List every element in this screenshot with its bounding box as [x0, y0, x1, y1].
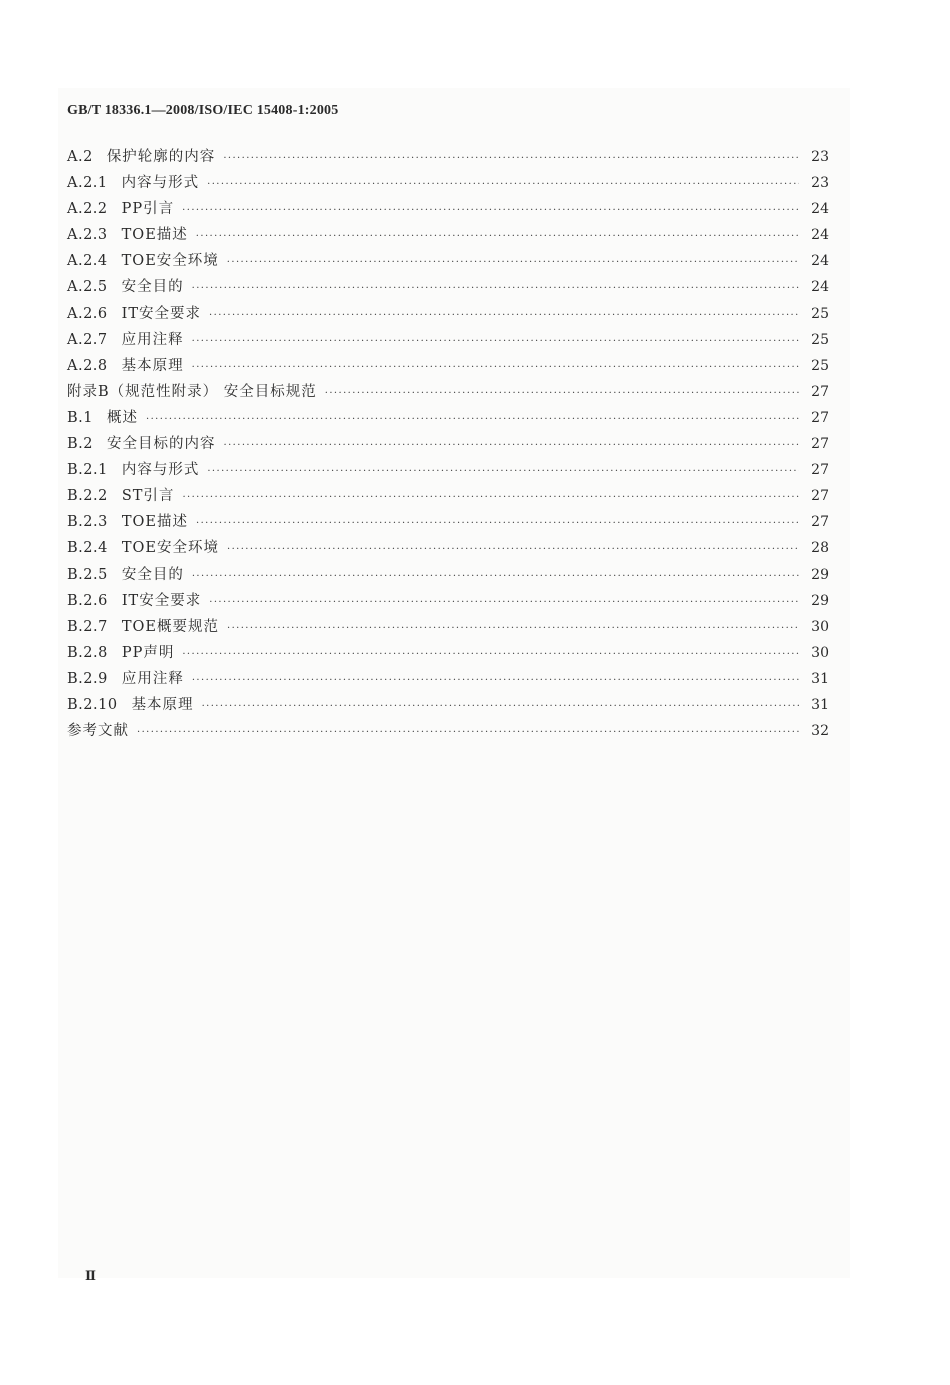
toc-entry-page: 24 — [811, 201, 829, 218]
toc-entry-number: B.2.9 — [67, 670, 108, 687]
toc-entry-title: TOE描述 — [121, 514, 188, 531]
toc-entry[interactable] — [67, 562, 829, 588]
toc-entry-number: B.1 — [67, 409, 93, 426]
toc-entry-number: A.2.8 — [67, 357, 108, 374]
toc-entry-page: 29 — [811, 566, 829, 583]
toc-entry-page: 23 — [811, 175, 829, 192]
toc-entry-title: 保护轮廓的内容 — [106, 149, 216, 165]
toc-entry[interactable] — [67, 144, 829, 170]
toc-entry-page: 27 — [811, 383, 829, 400]
toc-entry[interactable] — [67, 379, 829, 405]
toc-entry-title: 参考文献 — [67, 723, 129, 740]
toc-entry-title: 安全目标的内容 — [107, 436, 216, 453]
toc-entry-title: TOE描述 — [121, 227, 188, 244]
toc-entry-page: 25 — [811, 357, 829, 374]
dot-leader — [227, 250, 799, 276]
toc-entry-title: 应用注释 — [121, 670, 184, 687]
toc-entry-number: B.2.7 — [67, 618, 108, 635]
toc-entry[interactable] — [67, 666, 829, 692]
toc-entry-page: 32 — [811, 723, 829, 740]
toc-entry-number: A.2.7 — [67, 331, 108, 348]
toc-entry-page: 31 — [811, 696, 829, 713]
toc-entry-title: PP引言 — [121, 201, 175, 218]
toc-entry-number: B.2.2 — [67, 488, 108, 505]
dot-leader — [227, 616, 799, 642]
dot-leader — [224, 433, 800, 459]
toc-entry-title: 安全目的 — [121, 279, 184, 296]
toc-entry[interactable] — [67, 327, 829, 353]
dot-leader — [192, 329, 799, 355]
toc-entry-page: 30 — [811, 644, 829, 661]
toc-entry[interactable] — [67, 483, 829, 509]
dot-leader — [209, 590, 799, 616]
dot-leader — [202, 694, 799, 720]
dot-leader — [192, 355, 799, 381]
table-of-contents — [67, 144, 829, 744]
standard-header: GB/T 18336.1—2008/ISO/IEC 15408-1:2005 — [67, 103, 339, 118]
toc-entry-page: 24 — [811, 253, 829, 270]
toc-entry[interactable] — [67, 692, 829, 718]
toc-entry-title: 安全目的 — [121, 566, 184, 583]
toc-entry[interactable] — [67, 640, 829, 666]
dot-leader — [325, 381, 799, 407]
toc-entry-title: IT安全要求 — [121, 592, 202, 609]
toc-entry-page: 28 — [811, 540, 829, 557]
toc-entry[interactable] — [67, 535, 829, 561]
toc-entry[interactable] — [67, 614, 829, 640]
dot-leader — [192, 276, 799, 302]
toc-entry-page: 27 — [811, 436, 829, 453]
toc-entry-page: 30 — [811, 618, 829, 635]
toc-entry-number: A.2.2 — [67, 201, 108, 218]
dot-leader — [146, 407, 799, 433]
toc-entry-page: 27 — [811, 409, 829, 426]
dot-leader — [182, 642, 799, 668]
dot-leader — [182, 198, 799, 224]
dot-leader — [207, 172, 799, 198]
toc-entry[interactable] — [67, 301, 829, 327]
toc-entry[interactable] — [67, 353, 829, 379]
toc-entry-title: 内容与形式 — [121, 175, 200, 192]
toc-entry-page: 27 — [811, 514, 829, 531]
toc-entry-page: 31 — [811, 670, 829, 687]
dot-leader — [137, 720, 799, 746]
page-number-footer: Ⅱ — [85, 1269, 96, 1284]
toc-entry-page: 24 — [811, 279, 829, 296]
dot-leader — [192, 564, 799, 590]
toc-entry-number: A.2.5 — [67, 279, 108, 296]
toc-entry-number: A.2.1 — [67, 175, 108, 192]
toc-entry-page: 27 — [811, 488, 829, 505]
toc-entry[interactable] — [67, 457, 829, 483]
dot-leader — [223, 146, 799, 172]
toc-entry[interactable] — [67, 274, 829, 300]
toc-entry-number: B.2.4 — [67, 540, 108, 557]
toc-entry-title: 基本原理 — [121, 357, 184, 374]
toc-entry-title: TOE概要规范 — [121, 618, 219, 635]
toc-entry[interactable] — [67, 222, 829, 248]
dot-leader — [196, 224, 799, 250]
dot-leader — [209, 303, 799, 329]
toc-entry-page: 27 — [811, 462, 829, 479]
toc-entry-number: B.2 — [67, 436, 93, 453]
toc-entry-number: B.2.6 — [67, 592, 108, 609]
toc-entry-title: IT安全要求 — [121, 305, 202, 322]
dot-leader — [227, 537, 799, 563]
toc-entry-title: 内容与形式 — [121, 462, 200, 479]
toc-entry-number: A.2 — [67, 149, 93, 165]
toc-entry[interactable] — [67, 588, 829, 614]
toc-entry-number: B.2.5 — [67, 566, 108, 583]
toc-entry-title: TOE安全环境 — [121, 253, 219, 270]
toc-entry[interactable] — [67, 248, 829, 274]
dot-leader — [182, 485, 799, 511]
toc-entry-page: 29 — [811, 592, 829, 609]
toc-entry-title: TOE安全环境 — [121, 540, 219, 557]
toc-entry-number: B.2.3 — [67, 514, 108, 531]
dot-leader — [207, 459, 799, 485]
toc-entry-number: B.2.10 — [67, 696, 118, 713]
toc-entry-title: ST引言 — [121, 488, 175, 505]
toc-entry-page: 23 — [811, 149, 829, 165]
toc-entry[interactable] — [67, 170, 829, 196]
toc-entry-number: A.2.4 — [67, 253, 108, 270]
toc-entry[interactable] — [67, 196, 829, 222]
toc-entry-number: B.2.1 — [67, 462, 108, 479]
toc-entry-title: 基本原理 — [131, 696, 194, 713]
toc-entry-title: 附录B（规范性附录） 安全目标规范 — [67, 383, 317, 400]
dot-leader — [192, 668, 799, 694]
toc-entry-title: PP声明 — [121, 644, 175, 661]
toc-entry-title: 应用注释 — [121, 331, 184, 348]
toc-entry-title: 概述 — [107, 409, 138, 426]
toc-entry-number: A.2.6 — [67, 305, 108, 322]
toc-entry[interactable] — [67, 509, 829, 535]
toc-entry-page: 25 — [811, 305, 829, 322]
toc-entry[interactable] — [67, 405, 829, 431]
toc-entry-page: 25 — [811, 331, 829, 348]
toc-entry-number: A.2.3 — [67, 227, 108, 244]
dot-leader — [196, 511, 799, 537]
toc-entry[interactable] — [67, 431, 829, 457]
toc-entry-number: B.2.8 — [67, 644, 108, 661]
toc-entry[interactable] — [67, 718, 829, 744]
toc-entry-page: 24 — [811, 227, 829, 244]
